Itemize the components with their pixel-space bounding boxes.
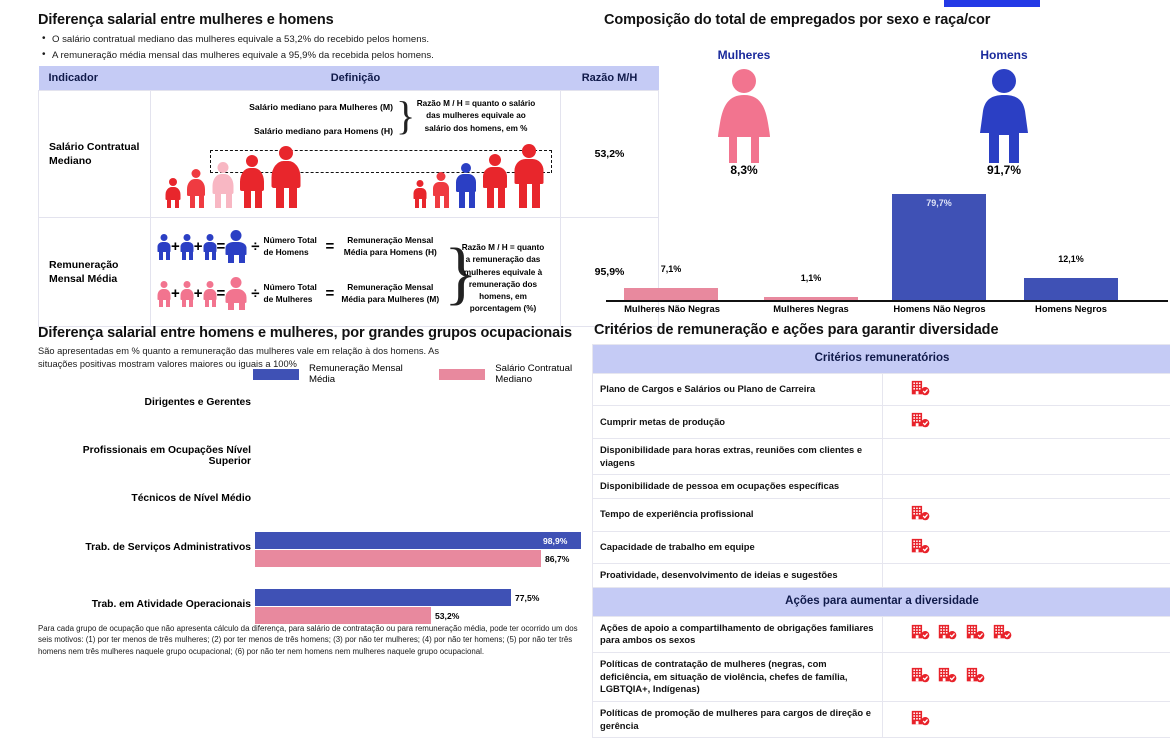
action-label: Ações de apoio a compartilhamento de obrigações familiares para ambos os sexos bbox=[593, 616, 883, 652]
bar-value-label: 12,1% bbox=[1024, 254, 1118, 264]
criteria-label: Disponibilidade de pessoa em ocupações específicas bbox=[593, 475, 883, 499]
woman-figure bbox=[180, 281, 194, 307]
chart-axis-line bbox=[606, 300, 1168, 302]
company-check-icon bbox=[911, 666, 930, 688]
occupational-groups-title: Diferença salarial entre homens e mulheres, por grandes grupos ocupacionais bbox=[38, 325, 598, 341]
column-header-definition: Definição bbox=[151, 66, 561, 91]
bar-mulheres-negras bbox=[764, 297, 858, 300]
company-check-icon bbox=[911, 709, 930, 731]
bar-mulheres-nao-negras bbox=[624, 288, 718, 300]
median-salary-diagram bbox=[153, 95, 558, 213]
woman-figure bbox=[187, 169, 206, 208]
woman-figure bbox=[157, 281, 171, 307]
figure-label-women: Mulheres bbox=[689, 48, 799, 62]
action-icons bbox=[882, 701, 1170, 737]
woman-figure bbox=[203, 281, 217, 307]
company-check-icon bbox=[911, 379, 930, 401]
chart-category-label: Trab. de Serviços Administrativos bbox=[38, 542, 251, 553]
man-figure-highlight bbox=[456, 163, 477, 208]
figure-value-men: 91,7% bbox=[949, 163, 1059, 177]
men-formula-row bbox=[157, 230, 440, 263]
man-figure bbox=[433, 172, 450, 208]
label-avg-pay-men: Remuneração Mensal Média para Homens (H) bbox=[340, 235, 440, 257]
woman-figure-icon bbox=[689, 67, 799, 167]
criteria-icons bbox=[882, 475, 1170, 499]
company-check-icon bbox=[938, 666, 957, 688]
label-median-women: Salário mediano para Mulheres (M) bbox=[193, 101, 393, 114]
divide-operator: ÷ bbox=[251, 238, 259, 255]
column-header-indicator: Indicador bbox=[39, 66, 151, 91]
table-row bbox=[593, 701, 1170, 737]
occupational-groups-subtitle: São apresentadas em % quanto a remuneração das mulheres vale em relação à dos homens. As situações positivas mostram valores maiores ou iguais a 100% bbox=[38, 345, 443, 370]
chart-category-label: Técnicos de Nível Médio bbox=[38, 493, 251, 504]
bar-category-label: Mulheres Negras bbox=[756, 303, 866, 314]
list-item: • A remuneração média mensal das mulheres equivale a 95,9% da recebida pelos homens. bbox=[52, 50, 598, 61]
table-row bbox=[39, 91, 659, 218]
average-pay-formula-diagram bbox=[153, 222, 558, 322]
bar-value-label: 79,7% bbox=[892, 198, 986, 208]
company-check-icon bbox=[938, 623, 957, 645]
criteria-label: Tempo de experiência profissional bbox=[593, 498, 883, 531]
label-total-women: Número Total de Mulheres bbox=[264, 282, 320, 304]
indicator-definition-table bbox=[38, 66, 659, 327]
women-share-figure bbox=[689, 48, 799, 177]
man-figure-large-icon bbox=[949, 67, 1059, 167]
equals-operator: = bbox=[217, 285, 226, 302]
table-row bbox=[593, 438, 1170, 474]
bar-homens-negros bbox=[1024, 278, 1118, 300]
company-check-icon bbox=[993, 623, 1012, 645]
bar-category-label: Homens Não Negros bbox=[882, 303, 997, 314]
left-top-panel bbox=[38, 12, 598, 327]
bar-oper-mediano bbox=[255, 607, 431, 624]
row-definition-diagram bbox=[151, 91, 561, 218]
chart-legend bbox=[253, 363, 598, 385]
blue-accent-bar bbox=[944, 0, 1040, 7]
woman-figure-large-icon bbox=[689, 67, 799, 167]
bar-homens-nao-negros bbox=[892, 194, 986, 300]
criteria-icons bbox=[882, 531, 1170, 564]
brace-symbol: } bbox=[396, 92, 415, 139]
woman-figure-highlight bbox=[212, 162, 234, 208]
table-row bbox=[593, 475, 1170, 499]
woman-figure bbox=[240, 155, 265, 208]
chart-category-label: Trab. em Atividade Operacionais bbox=[38, 599, 251, 610]
woman-figure bbox=[165, 178, 181, 208]
table-row bbox=[593, 406, 1170, 439]
woman-figure bbox=[271, 146, 301, 208]
table-row bbox=[593, 531, 1170, 564]
plus-operator: + bbox=[171, 285, 180, 302]
chart-category-label: Profissionais em Ocupações Nível Superior bbox=[38, 445, 251, 467]
label-avg-pay-women: Remuneração Mensal Média para Mulheres (M) bbox=[340, 282, 440, 304]
right-top-panel bbox=[604, 12, 1170, 28]
company-check-icon bbox=[911, 411, 930, 433]
man-figure bbox=[157, 234, 171, 260]
criteria-label: Disponibilidade para horas extras, reuniões com clientes e viagens bbox=[593, 438, 883, 474]
legend-swatch-media bbox=[253, 369, 299, 380]
ratio-explanation-note: Razão M / H = quanto o salário das mulheres equivale ao salário dos homens, em % bbox=[415, 98, 537, 135]
criteria-label: Plano de Cargos e Salários ou Plano de Carreira bbox=[593, 373, 883, 406]
company-check-icon bbox=[911, 504, 930, 526]
row-indicator-label: Remuneração Mensal Média bbox=[39, 218, 151, 327]
company-check-icon bbox=[911, 537, 930, 559]
bar-value-label: 86,7% bbox=[545, 554, 569, 564]
table-row bbox=[593, 373, 1170, 406]
bar-value-label: 1,1% bbox=[764, 273, 858, 283]
row-ratio-value: 95,9% bbox=[561, 218, 659, 327]
criteria-actions-table bbox=[592, 344, 1170, 738]
legend-label-mediano: Salário Contratual Mediano bbox=[495, 363, 598, 385]
criteria-icons bbox=[882, 438, 1170, 474]
bar-value-label: 77,5% bbox=[515, 593, 539, 603]
table-section-header bbox=[593, 588, 1170, 617]
chart-category-label: Dirigentes e Gerentes bbox=[38, 397, 251, 408]
list-item: • O salário contratual mediano das mulheres equivale a 53,2% do recebido pelos homens. bbox=[52, 34, 598, 45]
brace-symbol: } bbox=[444, 234, 478, 314]
key-findings-list bbox=[38, 34, 598, 61]
ratio-explanation-note: Razão M / H = quanto a remuneração das mulheres equivale à remuneração dos homens, em porcentagem (%) bbox=[459, 242, 547, 316]
section-header-actions: Ações para aumentar a diversidade bbox=[593, 588, 1170, 617]
row-definition-formula bbox=[151, 218, 561, 327]
table-header-row bbox=[39, 66, 659, 91]
criteria-label: Capacidade de trabalho em equipe bbox=[593, 531, 883, 564]
women-formula-row bbox=[157, 277, 440, 310]
action-icons bbox=[882, 616, 1170, 652]
page-title: Diferença salarial entre mulheres e homens bbox=[38, 12, 598, 28]
bar-value-label: 7,1% bbox=[624, 264, 718, 274]
race-gender-bar-chart bbox=[604, 172, 1170, 322]
row-ratio-value: 53,2% bbox=[561, 91, 659, 218]
legend-swatch-mediano bbox=[439, 369, 485, 380]
equals-operator: = bbox=[326, 285, 335, 302]
criteria-label: Proatividade, desenvolvimento de ideias e sugestões bbox=[593, 564, 883, 588]
man-figure-icon bbox=[949, 67, 1059, 167]
criteria-label: Cumprir metas de produção bbox=[593, 406, 883, 439]
men-pictogram-group bbox=[413, 144, 544, 211]
label-median-men: Salário mediano para Homens (H) bbox=[193, 125, 393, 138]
occupational-groups-chart bbox=[38, 387, 598, 612]
table-row bbox=[593, 616, 1170, 652]
man-figure bbox=[483, 154, 508, 208]
bar-category-label: Homens Negros bbox=[1016, 303, 1126, 314]
left-bottom-panel bbox=[38, 325, 598, 370]
equals-operator: = bbox=[217, 238, 226, 255]
table-row bbox=[39, 218, 659, 327]
men-share-figure bbox=[949, 48, 1059, 177]
company-check-icon bbox=[911, 623, 930, 645]
criteria-icons bbox=[882, 498, 1170, 531]
action-label: Políticas de promoção de mulheres para cargos de direção e gerência bbox=[593, 701, 883, 737]
table-row bbox=[593, 498, 1170, 531]
man-figure bbox=[413, 180, 427, 208]
criteria-title: Critérios de remuneração e ações para garantir diversidade bbox=[594, 322, 1170, 338]
equals-operator: = bbox=[326, 238, 335, 255]
plus-operator: + bbox=[194, 238, 203, 255]
chart-footnote: Para cada grupo de ocupação que não apresenta cálculo da diferença, para salário de contratação ou para remuneração média, pode ter ocorrido um dos seis motivos: (1) por ter menos de três mulheres; (2) por ter menos de três homens; (3) por não ter mulheres; (4) por não ter homens; (5) por não ter três homens nem três mulheres naquele grupo ocupacional; (6) por não ter nem homens nem mulheres naquele grupo ocupacional. bbox=[38, 623, 586, 657]
figure-value-women: 8,3% bbox=[689, 163, 799, 177]
company-check-icon bbox=[966, 666, 985, 688]
table-row bbox=[593, 564, 1170, 588]
man-figure bbox=[203, 234, 217, 260]
figure-label-men: Homens bbox=[949, 48, 1059, 62]
action-label: Políticas de contratação de mulheres (negras, com deficiência, em situação de violência, chefes de família, LGBTQIA+, Indígenas) bbox=[593, 652, 883, 701]
company-check-icon bbox=[966, 623, 985, 645]
label-total-men: Número Total de Homens bbox=[264, 235, 320, 257]
criteria-icons bbox=[882, 406, 1170, 439]
column-header-ratio: Razão M/H bbox=[561, 66, 659, 91]
criteria-icons bbox=[882, 564, 1170, 588]
row-indicator-label: Salário Contratual Mediano bbox=[39, 91, 151, 218]
legend-label-media: Remuneração Mensal Média bbox=[309, 363, 417, 385]
women-pictogram-group bbox=[165, 146, 301, 211]
plus-operator: + bbox=[194, 285, 203, 302]
criteria-icons bbox=[882, 373, 1170, 406]
plus-operator: + bbox=[171, 238, 180, 255]
section-header-criteria: Critérios remuneratórios bbox=[593, 345, 1170, 374]
bar-value-label: 53,2% bbox=[435, 611, 459, 621]
woman-figure-total bbox=[225, 277, 247, 310]
right-bottom-panel bbox=[592, 322, 1170, 738]
bar-category-label: Mulheres Não Negras bbox=[612, 303, 732, 314]
bar-admin-mediano bbox=[255, 550, 541, 567]
bar-oper-media bbox=[255, 589, 511, 606]
bar-value-label: 98,9% bbox=[543, 536, 567, 546]
man-figure bbox=[180, 234, 194, 260]
man-figure bbox=[514, 144, 544, 208]
bar-admin-media bbox=[255, 532, 581, 549]
man-figure-total bbox=[225, 230, 247, 263]
divide-operator: ÷ bbox=[251, 285, 259, 302]
table-section-header bbox=[593, 345, 1170, 374]
composition-title: Composição do total de empregados por sexo e raça/cor bbox=[604, 12, 1170, 28]
